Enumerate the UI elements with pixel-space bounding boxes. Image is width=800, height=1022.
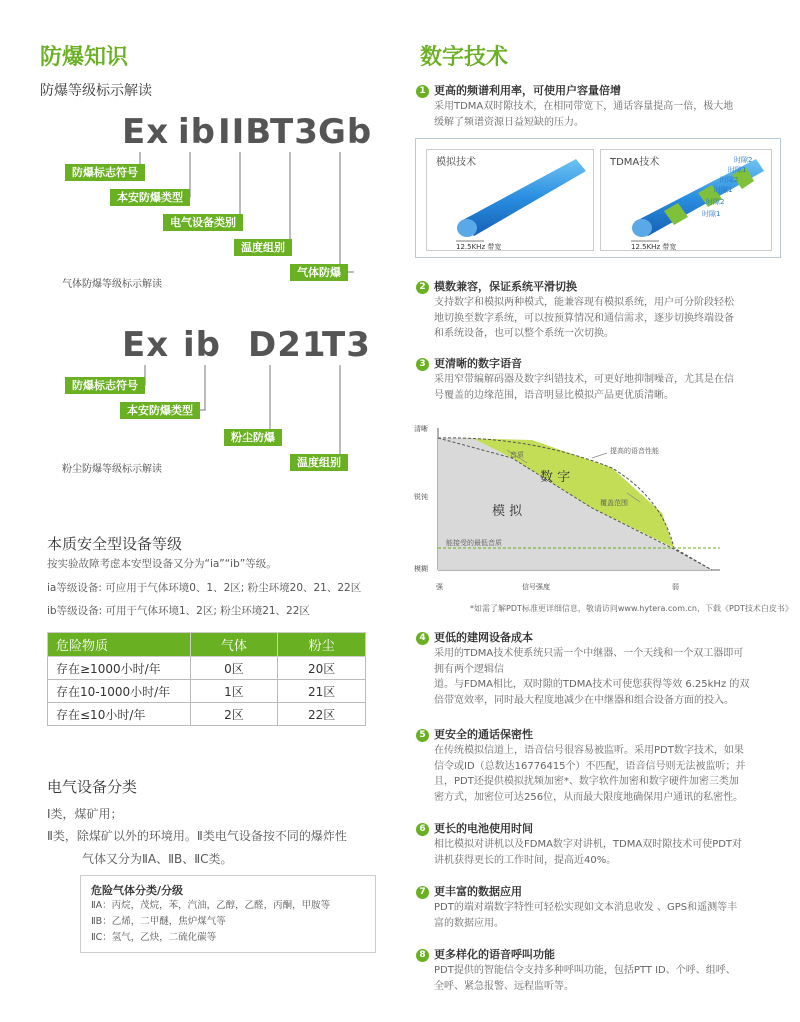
text-line: 密方式，加密位可达256位，从而最大限度地确保用户通讯的私密性。 [434, 791, 744, 803]
intrinsic-title: 本质安全型设备等级 [47, 535, 183, 553]
table-cell: 0区 [190, 657, 278, 680]
table-cell: 存在≤10小时/年 [48, 703, 191, 726]
bandwidth-cylinders [416, 139, 782, 259]
item-3-text [434, 372, 734, 403]
dust-tag-temperature-group: 温度组别 [290, 454, 348, 471]
intrinsic-line-1: 按实验故障考虑本安型设备又分为“ia”“ib”等级。 [47, 558, 277, 570]
item-number-badge: 8 [416, 949, 429, 962]
item-8-text [434, 963, 736, 994]
electrical-line-3: 气体又分为ⅡA、ⅡB、ⅡC类。 [82, 852, 233, 866]
text-line: 支持数字和模拟两种模式，能兼容现有模拟系统，用户可分阶段轻松 [434, 297, 734, 308]
item-title-text: 更清晰的数字语音 [434, 357, 522, 370]
table-cell: 1区 [190, 680, 278, 703]
intrinsic-line-2: ia等级设备: 可应用于气体环境0、1、2区; 粉尘环境20、21、22区 [47, 582, 362, 594]
text-line: 富的数据应用。 [434, 917, 504, 929]
tdma-label: TDMA技术 [610, 157, 660, 168]
table-cell: 20区 [278, 657, 366, 680]
text-line: PDT提供的智能信令支持多种呼叫功能，包括PTT ID、个呼、组呼、 [434, 965, 736, 976]
item-title-text: 更安全的通话保密性 [434, 728, 533, 741]
analog-area-label: 模 拟 [492, 504, 523, 519]
gas-code-iib: IIB [218, 112, 273, 152]
dust-code-d21: D21 [248, 325, 327, 365]
table-cell: 存在10-1000小时/年 [48, 680, 191, 703]
bandwidth-label-tdma: 12.5KHz 带宽 [631, 243, 677, 251]
y-axis-top-label: 清晰 [414, 425, 428, 433]
zone-table-header-row [48, 633, 366, 657]
table-cell: 21区 [278, 680, 366, 703]
dust-code-ib: ib [183, 325, 221, 365]
gas-code-t3: T3 [270, 112, 319, 152]
item-2-text [434, 295, 734, 342]
text-line: 相比模拟对讲机以及FDMA数字对讲机，TDMA双时隙技术可使PDT对 [434, 839, 743, 850]
pitch-label: 音质 [510, 451, 524, 459]
tag-explosion-symbol: 防爆标志符号 [65, 164, 145, 181]
item-8-title [416, 946, 555, 962]
gas-code-gb: Gb [318, 112, 373, 152]
gas-code-ex: Ex [122, 112, 170, 152]
item-3-title [416, 355, 522, 371]
improved-voice-label: 提高的语音性能 [610, 447, 659, 455]
text-line: 讲机获得更长的工作时间，提高近40%。 [434, 854, 617, 866]
text-line: PDT的端对端数字特性可轻松实现如文本消息收发 、GPS和遥测等丰 [434, 902, 738, 913]
digital-area-label: 数 字 [540, 470, 571, 485]
gas-class-line: ⅡB：乙烯，二甲醚，焦炉煤气等 [91, 916, 226, 927]
text-line: 道。与FDMA相比，双时隙的TDMA技术可使您获得等效 6.25kHz 的双 [434, 679, 750, 690]
analog-label: 模拟技术 [436, 157, 476, 168]
text-line: 采用窄带编解码器及数字纠错技术，可更好地抑制噪音，尤其是在信 [434, 374, 734, 385]
item-number-badge: 7 [416, 886, 429, 899]
text-line: 在传统模拟信道上，语音信号很容易被监听。采用PDT数字技术，如果 [434, 745, 744, 756]
item-title-text: 更高的频谱利用率，可使用户容量倍增 [434, 84, 621, 97]
item-4-text [434, 646, 749, 708]
item-title-text: 模数兼容，保证系统平滑切换 [434, 280, 577, 293]
voice-quality-diagram [412, 418, 784, 598]
slot-label: 时隙2 [720, 176, 739, 184]
item-7-text [434, 900, 737, 931]
text-line: 全呼、紧急报警、远程监听等。 [434, 980, 574, 992]
min-quality-label: 能接受的最低音质 [446, 539, 502, 547]
electrical-line-1: Ⅰ类，煤矿用； [47, 807, 123, 821]
tag-equipment-class: 电气设备类别 [163, 214, 243, 231]
slot-label: 时隙2 [706, 198, 725, 206]
text-line: 缓解了频谱资源日益短缺的压力。 [434, 116, 584, 128]
text-line: 拥有两个逻辑信 [434, 663, 504, 675]
left-section-title: 防爆知识 [40, 45, 129, 70]
item-title-text: 更低的建网设备成本 [434, 631, 533, 644]
item-title-text: 更多样化的语音呼叫功能 [434, 948, 555, 961]
text-line: 倍带宽效率，同时最大程度地减少在中继器和组合设备方面的投入。 [434, 694, 734, 706]
y-axis-bottom-label: 模糊 [414, 565, 428, 573]
x-axis-title: 信号强度 [522, 583, 550, 591]
text-line: 号覆盖的边缘范围，语音明显比模拟产品更优质清晰。 [434, 389, 674, 401]
gas-class-line: ⅡA：丙烷，茂烷，苯，汽油，乙醇，乙醛，丙酮，甲胺等 [91, 900, 331, 911]
text-line: 且，PDT还提供模拟扰频加密*、数字软件加密和数字硬件加密三类加 [434, 776, 739, 787]
table-cell: 存在≥1000小时/年 [48, 657, 191, 680]
tag-intrinsic-type: 本安防爆类型 [110, 189, 190, 206]
x-axis-right-label: 弱 [672, 583, 679, 591]
x-axis-left-label: 强 [436, 583, 443, 591]
slot-label: 时隙2 [734, 156, 753, 164]
gas-caption: 气体防爆等级标示解读 [62, 279, 162, 290]
dust-code-connectors [0, 0, 400, 480]
coverage-label: 覆盖范围 [600, 499, 628, 507]
y-axis-mid-label: 锐钝 [414, 493, 428, 501]
item-1-title [416, 82, 621, 98]
slot-label: 时隙1 [714, 186, 733, 194]
item-4-title [416, 629, 533, 645]
item-title-text: 更丰富的数据应用 [434, 885, 522, 898]
dust-code-ex: Ex [122, 325, 170, 365]
right-section-title: 数字技术 [420, 45, 509, 70]
item-6-text [434, 837, 742, 868]
gas-code-ib: ib [178, 112, 216, 152]
zone-table [47, 632, 366, 726]
table-row [48, 657, 366, 680]
tag-gas-explosion: 气体防爆 [290, 264, 348, 281]
dust-tag-dust-explosion: 粉尘防爆 [224, 429, 282, 446]
table-row [48, 680, 366, 703]
slot-label: 时隙1 [728, 166, 747, 174]
rating-subtitle: 防爆等级标示解读 [40, 83, 152, 99]
item-number-badge: 5 [416, 729, 429, 742]
gas-class-line: ⅡC：氢气，乙炔，二硫化碳等 [91, 932, 217, 943]
item-number-badge: 6 [416, 823, 429, 836]
item-6-title [416, 820, 533, 836]
item-7-title [416, 883, 522, 899]
tag-temperature-group: 温度组别 [234, 239, 292, 256]
footnote: *如需了解PDT标准更详细信息，敬请访问www.hytera.com.cn，下载《PDT技术白皮书》 [470, 604, 793, 613]
table-row [48, 703, 366, 726]
dust-caption: 粉尘防爆等级标示解读 [62, 464, 162, 475]
item-number-badge: 2 [416, 281, 429, 294]
dust-tag-intrinsic-type: 本安防爆类型 [120, 402, 200, 419]
zone-table-header: 危险物质 [48, 633, 191, 657]
text-line: 采用的TDMA技术使系统只需一个中继器、一个天线和一个双工器即可 [434, 648, 744, 659]
item-2-title [416, 278, 577, 294]
item-number-badge: 4 [416, 632, 429, 645]
tdma-figure [415, 138, 781, 258]
dust-tag-explosion-symbol: 防爆标志符号 [65, 377, 145, 394]
text-line: 信令或ID（总数达16776415个）不匹配，语音信号则无法被监听；并 [434, 760, 746, 772]
item-1-text [434, 99, 733, 130]
table-cell: 2区 [190, 703, 278, 726]
item-number-badge: 1 [416, 85, 429, 98]
item-5-text [434, 743, 746, 805]
electrical-line-2: Ⅱ类，除煤矿以外的环境用。Ⅱ类电气设备按不同的爆炸性 [47, 829, 347, 843]
zone-table-header: 气体 [190, 633, 278, 657]
item-5-title [416, 726, 533, 742]
text-line: 地切换至数字系统，可以按预算情况和通信需求，逐步切换终端设备 [434, 312, 734, 324]
gas-class-box [80, 875, 376, 953]
gas-class-title: 危险气体分类/分级 [91, 884, 184, 897]
zone-table-header: 粉尘 [278, 633, 366, 657]
slot-label: 时隙1 [702, 210, 721, 218]
item-title-text: 更长的电池使用时间 [434, 822, 533, 835]
item-number-badge: 3 [416, 358, 429, 371]
dust-code-t3: T3 [322, 325, 371, 365]
table-cell: 22区 [278, 703, 366, 726]
text-line: 和系统设备，也可以整个系统一次切换。 [434, 328, 614, 339]
intrinsic-line-3: ib等级设备: 可用于气体环境1、2区; 粉尘环境21、22区 [47, 605, 310, 617]
electrical-title: 电气设备分类 [47, 778, 138, 796]
bandwidth-label-analog: 12.5KHz 带宽 [456, 243, 502, 251]
text-line: 采用TDMA双时隙技术，在相同带宽下，通话容量提高一倍，极大地 [434, 101, 734, 112]
